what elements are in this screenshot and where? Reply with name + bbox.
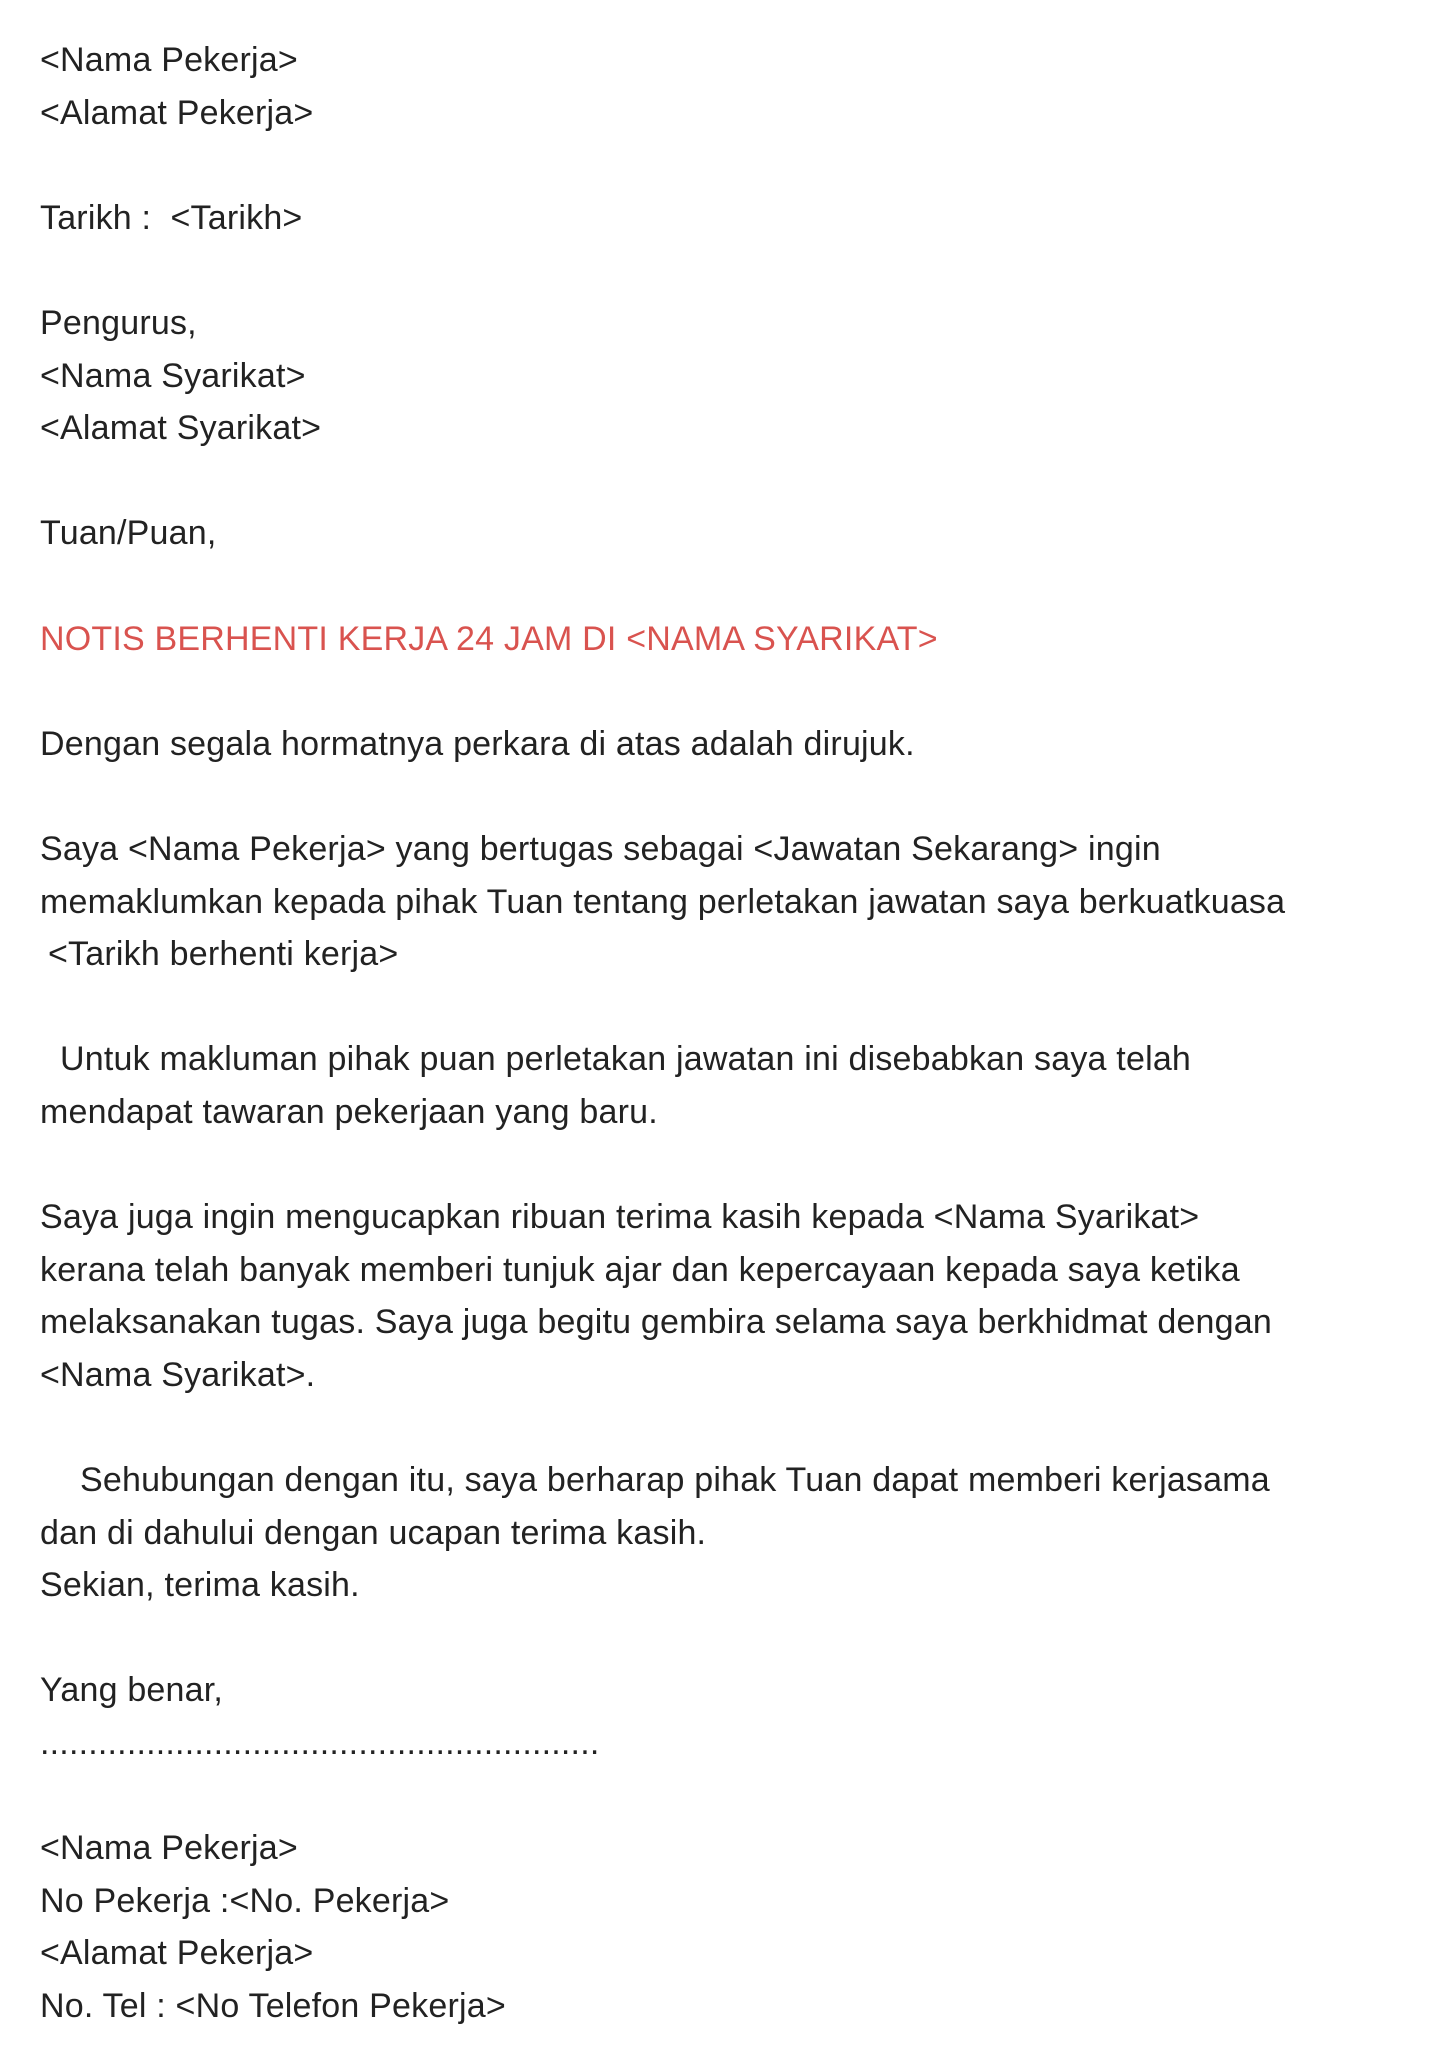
body-paragraph-4-line-3: melaksanakan tugas. Saya juga begitu gembira selama saya berkhidmat dengan — [40, 1303, 1272, 1342]
subject-heading: NOTIS BERHENTI KERJA 24 JAM DI <NAMA SYARIKAT> — [40, 619, 938, 658]
recipient-address: <Alamat Syarikat> — [40, 409, 322, 448]
spacer — [40, 244, 1420, 297]
closing-name: <Nama Pekerja> — [40, 1829, 298, 1868]
closing-phone: No. Tel : <No Telefon Pekerja> — [40, 1986, 506, 2025]
body-paragraph-4-line-4: <Nama Syarikat>. — [40, 1355, 316, 1394]
closing-address: <Alamat Pekerja> — [40, 1934, 314, 1973]
date-line: Tarikh : <Tarikh> — [40, 198, 303, 237]
spacer — [40, 981, 1420, 1034]
body-paragraph-2-line-2: memaklumkan kepada pihak Tuan tentang perletakan jawatan saya berkuatkuasa — [40, 882, 1286, 921]
body-paragraph-3-line-1: Untuk makluman pihak puan perletakan jawatan ini disebabkan saya telah — [60, 1040, 1192, 1079]
body-paragraph-4-line-2: kerana telah banyak memberi tunjuk ajar dan kepercayaan kepada saya ketika — [40, 1250, 1240, 1289]
recipient-title: Pengurus, — [40, 303, 197, 342]
recipient-company: <Nama Syarikat> — [40, 356, 306, 395]
body-paragraph-4-line-1: Saya juga ingin mengucapkan ribuan terima kasih kepada <Nama Syarikat> — [40, 1198, 1200, 1237]
body-paragraph-2-line-3: <Tarikh berhenti kerja> — [48, 935, 399, 974]
body-paragraph-2-line-1: Saya <Nama Pekerja> yang bertugas sebagai <Jawatan Sekarang> ingin — [40, 829, 1161, 868]
spacer — [40, 139, 1420, 192]
spacer — [40, 665, 1420, 718]
body-paragraph-3-line-2: mendapat tawaran pekerjaan yang baru. — [40, 1092, 658, 1131]
salutation: Tuan/Puan, — [40, 514, 217, 553]
sender-name: <Nama Pekerja> — [40, 41, 298, 79]
letter-page — [40, 34, 1420, 2033]
spacer — [40, 1770, 1420, 1823]
sender-address: <Alamat Pekerja> — [40, 93, 314, 132]
spacer — [40, 455, 1420, 508]
valediction: Yang benar, — [40, 1671, 224, 1710]
signature-line: .......................................................... — [40, 1724, 600, 1762]
body-paragraph-1: Dengan segala hormatnya perkara di atas adalah dirujuk. — [40, 724, 915, 763]
spacer — [40, 1401, 1420, 1454]
spacer — [40, 1612, 1420, 1665]
body-paragraph-5-line-1: Sehubungan dengan itu, saya berharap pihak Tuan dapat memberi kerjasama — [80, 1461, 1270, 1500]
spacer — [40, 560, 1420, 613]
body-paragraph-5-line-2: dan di dahului dengan ucapan terima kasih. — [40, 1513, 707, 1552]
spacer — [40, 770, 1420, 823]
closing-employee-number: No Pekerja :<No. Pekerja> — [40, 1881, 450, 1920]
spacer — [40, 1138, 1420, 1191]
body-paragraph-5-line-3: Sekian, terima kasih. — [40, 1566, 360, 1605]
